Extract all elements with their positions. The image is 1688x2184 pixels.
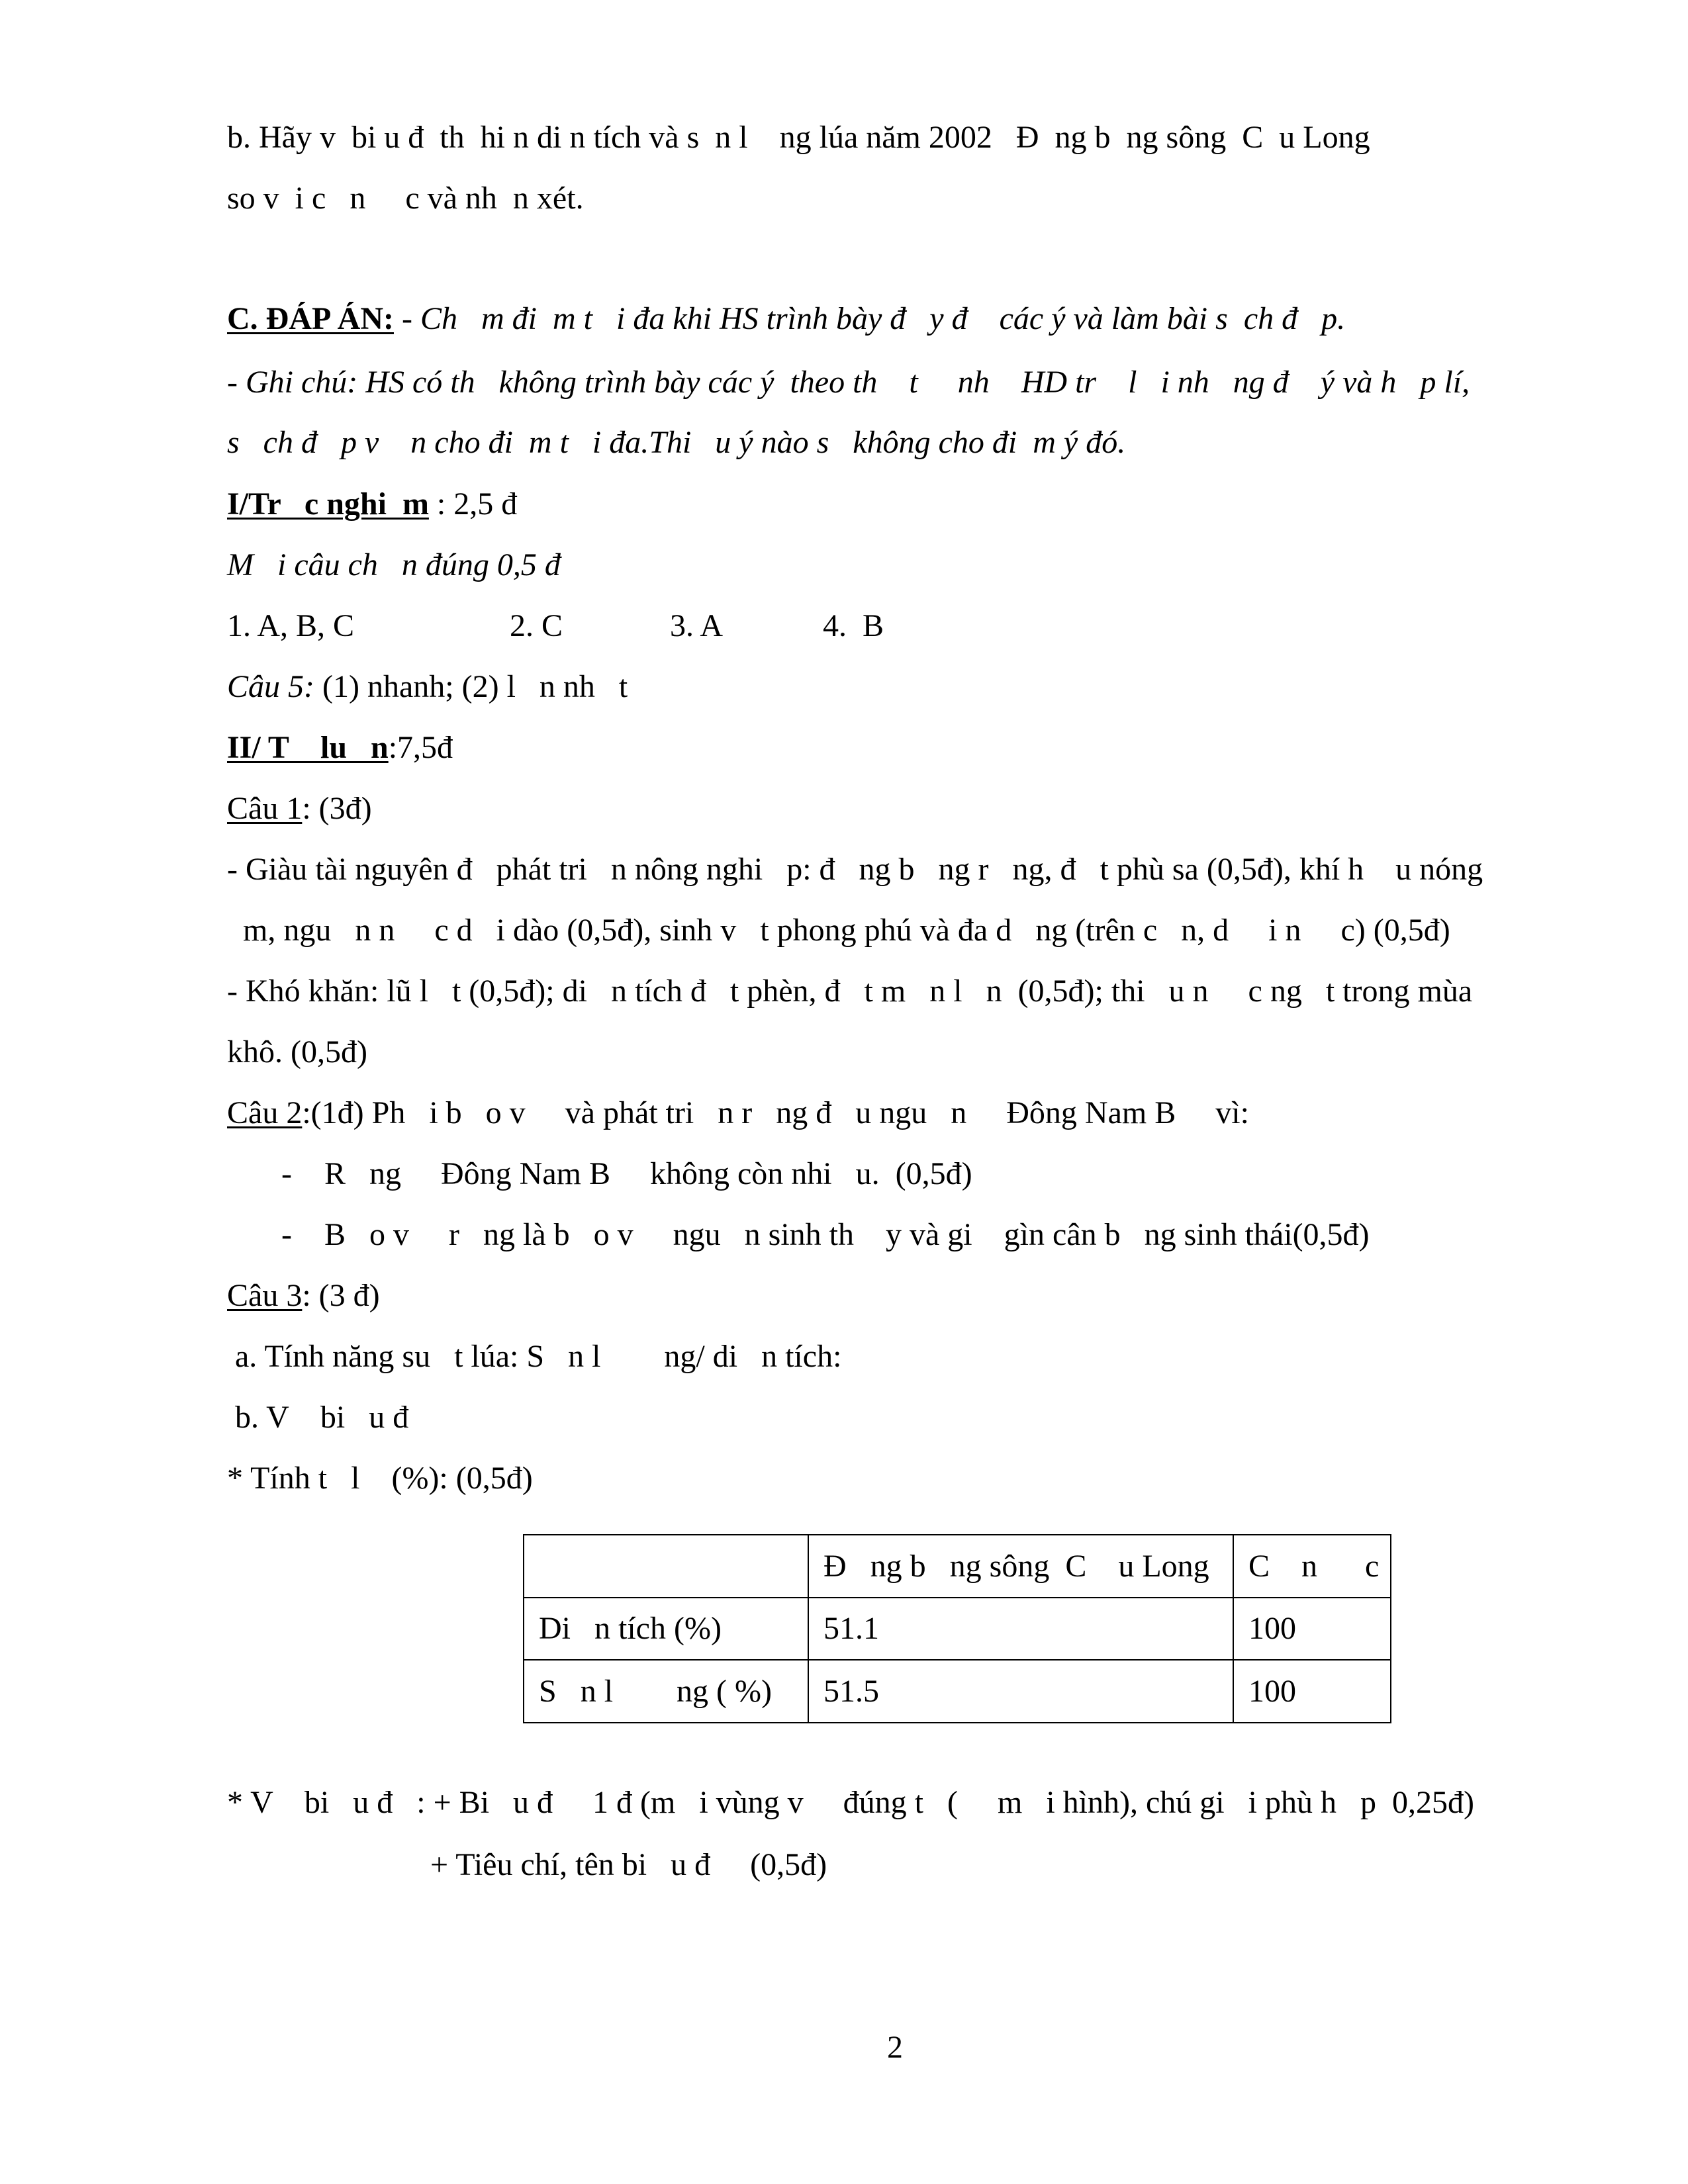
mc-answer-1: 1. A, B, C [227,608,355,643]
table-row [524,1598,1391,1661]
table-cell: 100 [1233,1660,1391,1723]
note-line-2: s ch đ p v n cho đi m t i đa.Thi u ý nào s không cho đi m ý đó. [227,425,1126,460]
cau-1-suffix: : (3đ) [302,791,372,826]
cau-1-advantage-line-2: m, ngu n n c d i dào (0,5đ), sinh v t phong phú và đa d ng (trên c n, d i n c) (0,5đ) [227,913,1450,948]
question-b-line-2: so v i c n c và nh n xét. [227,181,584,216]
cau-3-heading [227,1280,380,1312]
cau-5-label: Câu 5: [227,669,314,704]
cau-1-heading [227,793,372,825]
cau-3-suffix: : (3 đ) [302,1278,380,1313]
table-header-cell [524,1535,808,1598]
answer-header-text: - Ch m đi m t i đa khi HS trình bày đ y đ các ý và làm bài s ch đ p. [393,301,1346,336]
table-cell: 51.1 [808,1598,1233,1661]
cau-2-bullet-dash-2: - [281,1217,292,1252]
cau-2-label: Câu 2 [227,1095,303,1130]
cau-2-bullet-1: R ng Đông Nam B không còn nhi u. (0,5đ) [324,1156,972,1191]
table-cell: 51.5 [808,1660,1233,1723]
cau-1-label: Câu 1 [227,791,303,826]
cau-5-text: (1) nhanh; (2) l n nh t [314,669,628,704]
answer-header-label: C. ĐÁP ÁN: [227,301,394,336]
cau-5 [227,671,628,703]
answer-header [227,303,1345,335]
ratio-table [523,1534,1391,1723]
section-2-heading [227,732,453,764]
table-header-cell: Đ ng b ng sông C u Long [808,1535,1233,1598]
cau-1-difficulty-line-2: khô. (0,5đ) [227,1034,367,1069]
cau-3-label: Câu 3 [227,1278,303,1313]
cau-3-part-b: b. V bi u đ [227,1400,409,1435]
page-number: 2 [887,2030,903,2065]
cau-1-advantage-line-1: - Giàu tài nguyên đ phát tri n nông nghi p: đ ng b ng r ng, đ t phù sa (0,5đ), khí h u nóng [227,852,1483,887]
cau-2-text: :(1đ) Ph i b o v và phát tri n r ng đ u ngu n Đông Nam B vì: [302,1095,1249,1130]
cau-2-bullet-dash-1: - [281,1156,292,1191]
cau-2-bullet-2: B o v r ng là b o v ngu n sinh th y và gi gìn cân b ng sinh thái(0,5đ) [324,1217,1370,1252]
chart-note-line-1: * V bi u đ : + Bi u đ 1 đ (m i vùng v đúng t ( m i hình), chú gi i phù h p 0,25đ) [227,1785,1474,1820]
table-header-cell: C n c [1233,1535,1391,1598]
table-cell: S n l ng ( %) [524,1660,808,1723]
note-line-1: - Ghi chú: HS có th không trình bày các ý theo th t nh HD tr l i nh ng đ ý và h p lí, [227,365,1470,400]
mc-answer-3: 3. A [670,608,724,643]
cau-3-part-a: a. Tính năng su t lúa: S n l ng/ di n tích: [227,1339,842,1374]
cau-1-difficulty-line-1: - Khó khăn: lũ l t (0,5đ); di n tích đ t phèn, đ t m n l n (0,5đ); thi u n c ng t trong mùa [227,974,1473,1009]
question-b-line-1: b. Hãy v bi u đ th hi n di n tích và s n l ng lúa năm 2002 Đ ng b ng sông C u Long [227,120,1370,155]
cau-2-heading [227,1097,1249,1129]
table-row [524,1660,1391,1723]
per-question-points: M i câu ch n đúng 0,5 đ [227,547,561,582]
table-cell: Di n tích (%) [524,1598,808,1661]
section-1-label: I/Tr c nghi m [227,486,429,522]
section-2-label: II/ T lu n [227,730,389,765]
cau-3-ratio: * Tính t l (%): (0,5đ) [227,1461,533,1496]
chart-note-line-2: + Tiêu chí, tên bi u đ (0,5đ) [430,1847,827,1882]
section-1-points: : 2,5 đ [428,486,518,522]
section-2-points: :7,5đ [388,730,453,765]
mc-answer-4: 4. B [823,608,884,643]
section-1-heading [227,488,517,520]
table-cell: 100 [1233,1598,1391,1661]
table-header-row [524,1535,1391,1598]
mc-answer-2: 2. C [510,608,563,643]
